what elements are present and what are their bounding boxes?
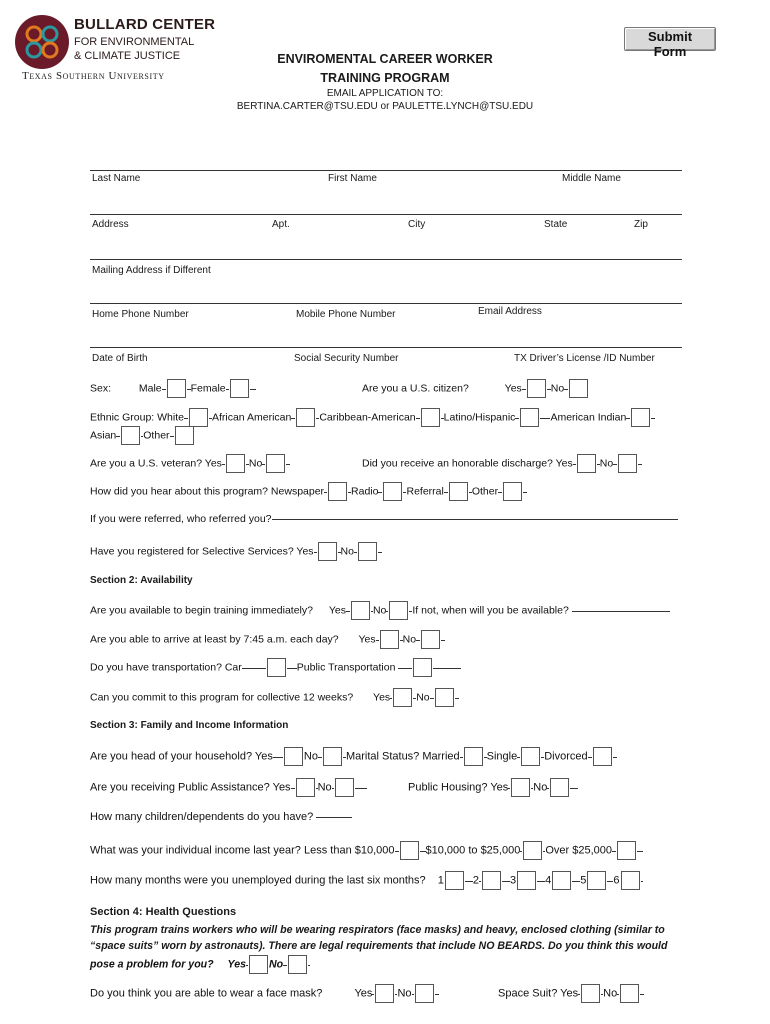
- email-address-label: Email Address: [478, 306, 542, 317]
- arrive-yes-checkbox[interactable]: [380, 630, 399, 649]
- months-label: How many months were you unemployed during the last six months?: [90, 874, 426, 887]
- form-title-line2: TRAINING PROGRAM: [320, 71, 450, 85]
- zip-label: Zip: [634, 219, 648, 230]
- begin-no-checkbox[interactable]: [389, 601, 408, 620]
- male-checkbox[interactable]: [167, 379, 186, 398]
- month-3-checkbox[interactable]: [517, 871, 536, 890]
- veteran-yes-checkbox[interactable]: [226, 454, 245, 473]
- referral-checkbox[interactable]: [449, 482, 468, 501]
- health-text-line2: “space suits” worn by astronauts). There are legal requirements that include NO BEARDS. Do you think this would: [90, 940, 668, 952]
- arrive-no-checkbox[interactable]: [421, 630, 440, 649]
- begin-no-label: No: [372, 604, 387, 617]
- citizen-no-checkbox[interactable]: [569, 379, 588, 398]
- month-5-label: 5: [580, 874, 587, 887]
- section-3-heading: Section 3: Family and Income Information: [90, 720, 289, 731]
- org-name: BULLARD CENTER: [74, 16, 216, 33]
- arrive-label: Are you able to arrive at least by 7:45 a.m. each day?: [90, 633, 339, 646]
- month-1-label: 1: [437, 874, 444, 887]
- children-input[interactable]: [316, 816, 352, 818]
- caribbean-checkbox[interactable]: [421, 408, 440, 427]
- ifnot-label: If not, when will you be available?: [412, 604, 569, 617]
- caribbean-label: Caribbean-American: [319, 411, 416, 424]
- form-title-line1: ENVIROMENTAL CAREER WORKER: [277, 52, 493, 66]
- head-no-label: No: [303, 750, 318, 763]
- female-label: Female: [190, 382, 226, 395]
- email-addresses: BERTINA.CARTER@TSU.EDU or PAULETTE.LYNCH@TSU.EDU: [236, 101, 534, 112]
- mailing-address-label: Mailing Address if Different: [92, 265, 211, 276]
- spacesuit-no-checkbox[interactable]: [620, 984, 639, 1003]
- african-american-checkbox[interactable]: [296, 408, 315, 427]
- referred-label: If you were referred, who referred you?: [90, 513, 272, 526]
- health-text-line1: This program trains workers who will be wearing respirators (face masks) and heavy, enclosed clothing (similar to: [90, 924, 665, 936]
- discharge-label: Did you receive an honorable discharge? Yes: [362, 457, 573, 470]
- assistance-no-checkbox[interactable]: [335, 778, 354, 797]
- facemask-yes-checkbox[interactable]: [375, 984, 394, 1003]
- month-3-label: 3: [510, 874, 517, 887]
- other-ethnic-checkbox[interactable]: [175, 426, 194, 445]
- asian-label: Asian: [90, 429, 117, 442]
- newspaper-checkbox[interactable]: [328, 482, 347, 501]
- head-household-label: Are you head of your household? Yes: [90, 750, 273, 763]
- month-6-checkbox[interactable]: [621, 871, 640, 890]
- last-name-label: Last Name: [92, 173, 141, 184]
- selective-no-checkbox[interactable]: [358, 542, 377, 561]
- arrive-yes-label: Yes: [358, 633, 376, 646]
- arrive-no-label: No: [402, 633, 417, 646]
- begin-yes-checkbox[interactable]: [351, 601, 370, 620]
- single-checkbox[interactable]: [521, 747, 540, 766]
- commit-yes-checkbox[interactable]: [393, 688, 412, 707]
- public-transport-checkbox[interactable]: [413, 658, 432, 677]
- other-ethnic-label: Other: [143, 429, 170, 442]
- city-label: City: [408, 219, 426, 230]
- section-2-heading: Section 2: Availability: [90, 575, 193, 586]
- hear-label: How did you hear about this program? Newspaper: [90, 485, 325, 498]
- dob-label: Date of Birth: [92, 353, 148, 364]
- asian-checkbox[interactable]: [121, 426, 140, 445]
- commit-label: Can you commit to this program for collective 12 weeks?: [90, 691, 354, 704]
- org-line2: FOR ENVIRONMENTAL: [74, 36, 195, 48]
- citizen-no-label: No: [550, 382, 565, 395]
- month-6-label: 6: [613, 874, 620, 887]
- assistance-yes-checkbox[interactable]: [296, 778, 315, 797]
- housing-yes-checkbox[interactable]: [511, 778, 530, 797]
- beard-no-checkbox[interactable]: [288, 955, 307, 974]
- month-1-checkbox[interactable]: [445, 871, 464, 890]
- beard-no-label: No: [268, 958, 284, 971]
- other-hear-checkbox[interactable]: [503, 482, 522, 501]
- married-checkbox[interactable]: [464, 747, 483, 766]
- assistance-no-label: No: [317, 781, 332, 794]
- email-instruction: EMAIL APPLICATION TO:: [326, 88, 444, 99]
- head-no-checkbox[interactable]: [323, 747, 342, 766]
- section-4-heading: Section 4: Health Questions: [90, 906, 237, 918]
- citizen-yes-label: Yes: [504, 382, 522, 395]
- discharge-yes-checkbox[interactable]: [577, 454, 596, 473]
- submit-form-button[interactable]: Submit Form: [624, 27, 716, 51]
- assistance-label: Are you receiving Public Assistance? Yes: [90, 781, 291, 794]
- female-checkbox[interactable]: [230, 379, 249, 398]
- health-text-line3: pose a problem for you?: [90, 958, 214, 971]
- citizen-label: Are you a U.S. citizen?: [362, 382, 469, 395]
- transport-label: Do you have transportation? Car: [90, 661, 242, 674]
- sex-label: Sex:: [90, 382, 112, 395]
- radio-label: Radio: [351, 485, 379, 498]
- middle-name-label: Middle Name: [562, 173, 621, 184]
- referral-label: Referral: [406, 485, 444, 498]
- spacesuit-label: Space Suit? Yes: [498, 987, 579, 1000]
- head-yes-checkbox[interactable]: [284, 747, 303, 766]
- begin-yes-label: Yes: [328, 604, 346, 617]
- commit-no-checkbox[interactable]: [435, 688, 454, 707]
- radio-checkbox[interactable]: [383, 482, 402, 501]
- month-2-checkbox[interactable]: [482, 871, 501, 890]
- divorced-label: Divorced: [544, 750, 588, 763]
- month-4-label: 4: [545, 874, 552, 887]
- income-low-checkbox[interactable]: [400, 841, 419, 860]
- african-american-label: African American: [211, 411, 292, 424]
- selective-yes-checkbox[interactable]: [318, 542, 337, 561]
- children-label: How many children/dependents do you have?: [90, 811, 314, 824]
- american-indian-checkbox[interactable]: [631, 408, 650, 427]
- apt-label: Apt.: [272, 219, 290, 230]
- month-4-checkbox[interactable]: [552, 871, 571, 890]
- income-mid-checkbox[interactable]: [523, 841, 542, 860]
- veteran-no-label: No: [248, 457, 263, 470]
- discharge-no-checkbox[interactable]: [618, 454, 637, 473]
- address-label: Address: [92, 219, 129, 230]
- marital-label: Marital Status? Married: [345, 750, 460, 763]
- facemask-no-checkbox[interactable]: [415, 984, 434, 1003]
- income-high-label: Over $25,000: [545, 844, 612, 857]
- beard-yes-label: Yes: [227, 958, 246, 971]
- spacesuit-no-label: No: [603, 987, 618, 1000]
- ethnic-label: Ethnic Group: White: [90, 411, 184, 424]
- housing-label: Public Housing? Yes: [408, 781, 509, 794]
- facemask-label: Do you think you are able to wear a face mask?: [90, 987, 323, 1000]
- american-indian-label: American Indian: [550, 411, 627, 424]
- state-label: State: [544, 219, 568, 230]
- car-checkbox[interactable]: [267, 658, 286, 677]
- spacesuit-yes-checkbox[interactable]: [581, 984, 600, 1003]
- begin-label: Are you available to begin training immediately?: [90, 604, 313, 617]
- latino-label: Latino/Hispanic: [443, 411, 516, 424]
- available-date-input[interactable]: [572, 610, 670, 612]
- commit-yes-label: Yes: [373, 691, 391, 704]
- income-mid-label: $10,000 to $25,000: [425, 844, 521, 857]
- facemask-no-label: No: [397, 987, 412, 1000]
- month-2-label: 2: [472, 874, 480, 887]
- commit-no-label: No: [416, 691, 430, 704]
- selective-no-label: No: [340, 545, 354, 558]
- discharge-no-label: No: [599, 457, 614, 470]
- first-name-label: First Name: [328, 173, 377, 184]
- facemask-yes-label: Yes: [354, 987, 373, 1000]
- single-label: Single: [486, 750, 518, 763]
- beard-yes-checkbox[interactable]: [249, 955, 268, 974]
- veteran-label: Are you a U.S. veteran? Yes: [90, 457, 222, 470]
- housing-no-checkbox[interactable]: [550, 778, 569, 797]
- mobile-phone-label: Mobile Phone Number: [296, 309, 396, 320]
- public-transport-label: Public Transportation: [296, 661, 396, 674]
- other-hear-label: Other: [471, 485, 499, 498]
- selective-label: Have you registered for Selective Services? Yes: [90, 545, 314, 558]
- month-5-checkbox[interactable]: [587, 871, 606, 890]
- white-checkbox[interactable]: [189, 408, 208, 427]
- university-name: Texas Southern University: [22, 70, 165, 82]
- income-label: What was your individual income last year? Less than $10,000: [90, 844, 395, 857]
- divorced-checkbox[interactable]: [593, 747, 612, 766]
- housing-no-label: No: [533, 781, 548, 794]
- ssn-label: Social Security Number: [294, 353, 399, 364]
- latino-checkbox[interactable]: [520, 408, 539, 427]
- income-high-checkbox[interactable]: [617, 841, 636, 860]
- male-label: Male: [138, 382, 162, 395]
- org-line3: & CLIMATE JUSTICE: [74, 50, 181, 62]
- referred-input[interactable]: [272, 518, 678, 520]
- veteran-no-checkbox[interactable]: [266, 454, 285, 473]
- home-phone-label: Home Phone Number: [92, 309, 189, 320]
- license-label: TX Driver’s License /ID Number: [514, 353, 655, 364]
- citizen-yes-checkbox[interactable]: [527, 379, 546, 398]
